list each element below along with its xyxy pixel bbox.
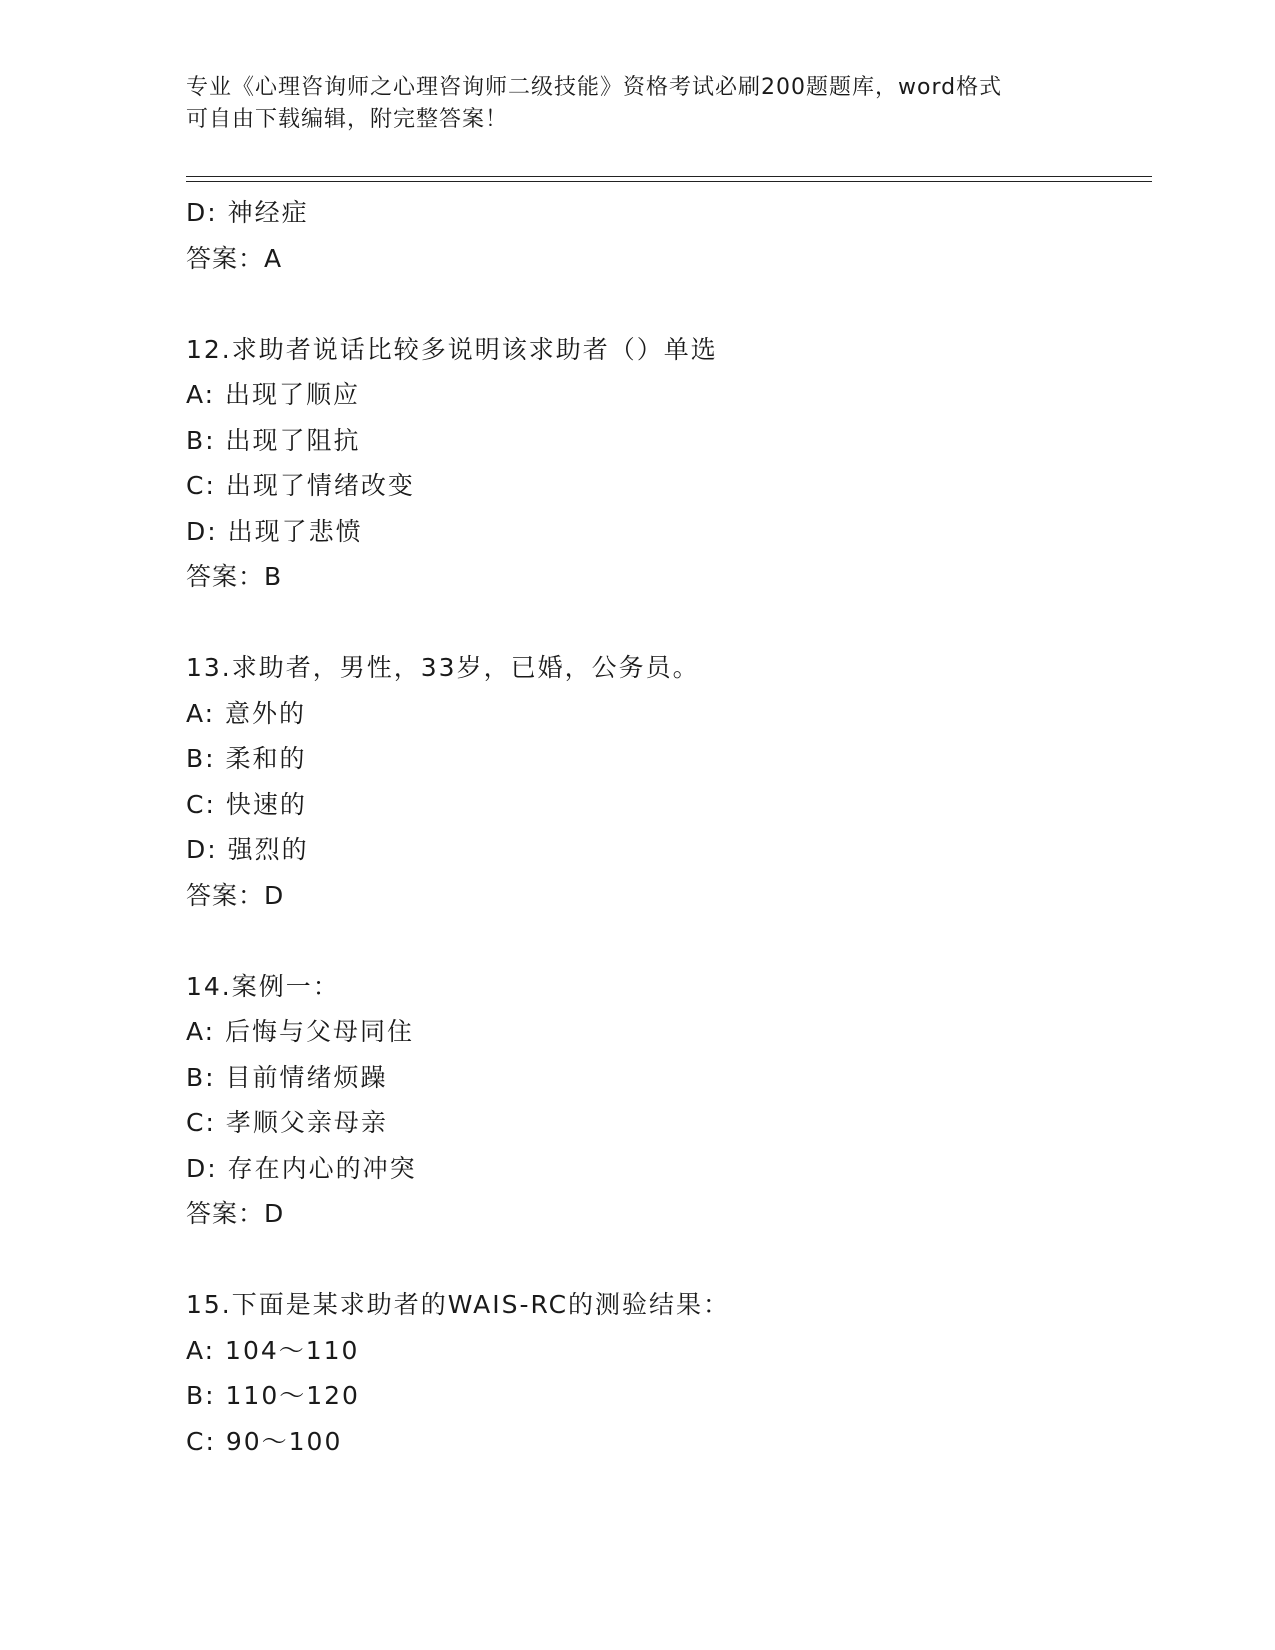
option-b: B: 柔和的 (186, 744, 307, 773)
question-stem: 14.案例一： (186, 971, 340, 1001)
question-stem: 13.求助者，男性，33岁，已婚，公务员。 (186, 653, 700, 682)
header-subtitle-line: 可自由下载编辑，附完整答案！ (186, 107, 509, 132)
answer-line: 答案：B (186, 562, 283, 591)
answer-line: 答案：D (186, 1199, 285, 1228)
answer-line: 答案：D (186, 880, 285, 910)
spacer (186, 281, 1152, 327)
option-c: C: 孝顺父亲母亲 (186, 1108, 388, 1137)
option-b: B: 出现了阻抗 (186, 425, 361, 455)
answer-line: 答案：A (186, 243, 283, 273)
option-c: C: 快速的 (186, 789, 307, 819)
option-d: D: 存在内心的冲突 (186, 1153, 417, 1183)
option-b: B: 110～120 (186, 1381, 360, 1410)
header-divider-top (186, 176, 1152, 177)
option-d: D: 强烈的 (186, 835, 309, 864)
option-b: B: 目前情绪烦躁 (186, 1062, 388, 1092)
question-list (186, 190, 1152, 1464)
option-a: A: 104～110 (186, 1335, 360, 1365)
option-d: D: 神经症 (186, 198, 309, 227)
option-d: D: 出现了悲愤 (186, 516, 363, 546)
spacer (186, 1237, 1152, 1283)
option-a: A: 后悔与父母同住 (186, 1017, 415, 1046)
option-a: A: 出现了顺应 (186, 380, 361, 409)
question-stem: 15.下面是某求助者的WAIS-RC的测验结果： (186, 1290, 731, 1319)
option-a: A: 意外的 (186, 698, 307, 728)
header-title-line: 专业《心理咨询师之心理咨询师二级技能》资格考试必刷200题题库，word格式 (186, 75, 1003, 100)
document-header (186, 72, 1066, 136)
option-c: C: 出现了情绪改变 (186, 471, 415, 500)
option-c: C: 90～100 (186, 1426, 343, 1456)
header-divider-bottom (186, 181, 1152, 182)
spacer (186, 600, 1152, 646)
spacer (186, 918, 1152, 964)
question-stem: 12.求助者说话比较多说明该求助者（）单选 (186, 334, 718, 364)
